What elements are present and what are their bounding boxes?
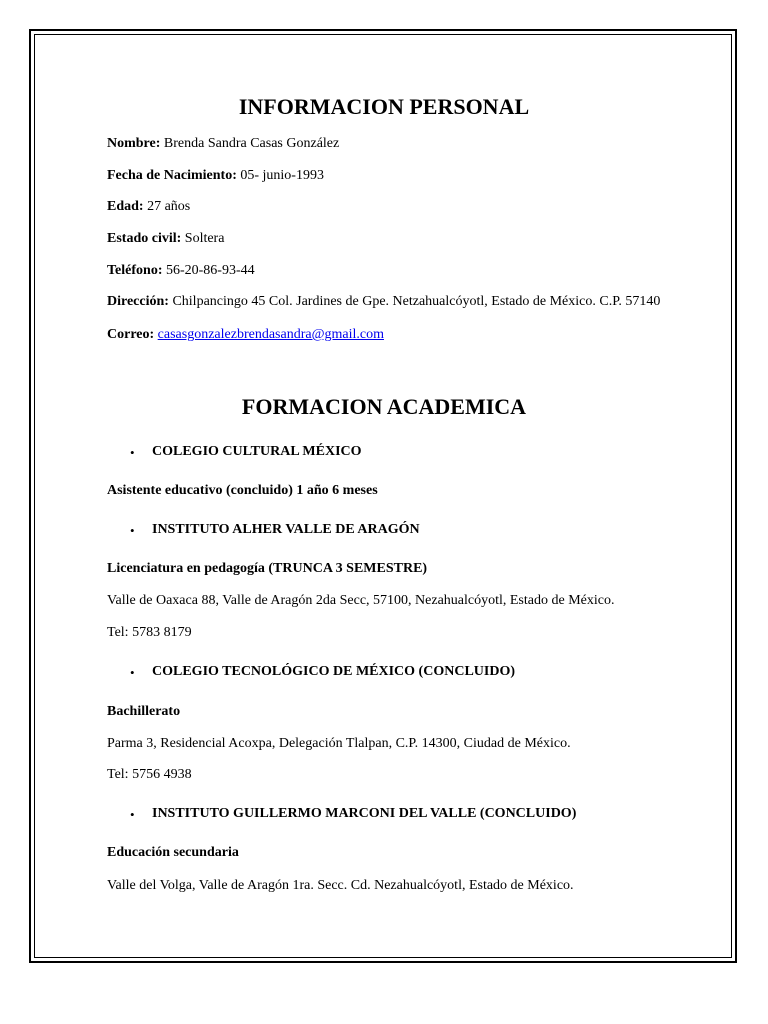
field-phone-value: 56-20-86-93-44	[162, 263, 255, 278]
field-phone	[107, 264, 255, 278]
school-degree: Asistente educativo (concluido) 1 año 6 meses	[107, 483, 378, 498]
field-address	[107, 295, 660, 309]
field-civil-status	[107, 232, 224, 246]
school-name: COLEGIO TECNOLÓGICO DE MÉXICO (CONCLUIDO)	[152, 664, 516, 679]
field-civil-status-value: Soltera	[181, 231, 225, 246]
field-name-value: Brenda Sandra Casas González	[160, 136, 340, 151]
bullet-icon: •	[130, 807, 135, 822]
field-address-value: Chilpancingo 45 Col. Jardines de Gpe. Netzahualcóyotl, Estado de México. C.P. 57140	[168, 294, 661, 309]
field-birthdate-value: 05- junio-1993	[236, 168, 324, 183]
field-phone-label: Teléfono:	[107, 263, 163, 278]
field-name-label: Nombre:	[107, 136, 161, 151]
academic-heading: FORMACION ACADEMICA	[241, 394, 527, 419]
field-address-label: Dirección:	[107, 294, 169, 309]
school-address: Parma 3, Residencial Acoxpa, Delegación Tlalpan, C.P. 14300, Ciudad de México.	[107, 736, 571, 751]
school-name: COLEGIO CULTURAL MÉXICO	[152, 444, 362, 459]
field-email	[107, 328, 384, 342]
school-degree: Licenciatura en pedagogía (TRUNCA 3 SEMESTRE)	[107, 561, 428, 576]
school-degree: Bachillerato	[107, 704, 181, 719]
bullet-icon: •	[130, 523, 135, 538]
school-phone: Tel: 5783 8179	[107, 625, 192, 640]
bullet-icon: •	[130, 665, 135, 680]
bullet-icon: •	[130, 445, 135, 460]
field-email-label: Correo:	[107, 327, 155, 342]
school-name: INSTITUTO GUILLERMO MARCONI DEL VALLE (CONCLUIDO)	[152, 806, 577, 821]
field-birthdate-label: Fecha de Nacimiento:	[107, 168, 237, 183]
field-age-label: Edad:	[107, 199, 144, 214]
field-civil-status-label: Estado civil:	[107, 231, 182, 246]
field-birthdate	[107, 169, 324, 183]
school-name: INSTITUTO ALHER VALLE DE ARAGÓN	[152, 522, 420, 537]
field-age	[107, 200, 190, 214]
school-phone: Tel: 5756 4938	[107, 767, 192, 782]
school-address: Valle del Volga, Valle de Aragón 1ra. Secc. Cd. Nezahualcóyotl, Estado de México.	[107, 878, 574, 893]
field-age-value: 27 años	[143, 199, 191, 214]
school-address: Valle de Oaxaca 88, Valle de Aragón 2da Secc, 57100, Nezahualcóyotl, Estado de México.	[107, 593, 615, 608]
personal-info-heading: INFORMACION PERSONAL	[238, 94, 530, 119]
field-name	[107, 137, 339, 151]
school-degree: Educación secundaria	[107, 845, 239, 860]
email-link[interactable]: casasgonzalezbrendasandra@gmail.com	[157, 327, 384, 342]
